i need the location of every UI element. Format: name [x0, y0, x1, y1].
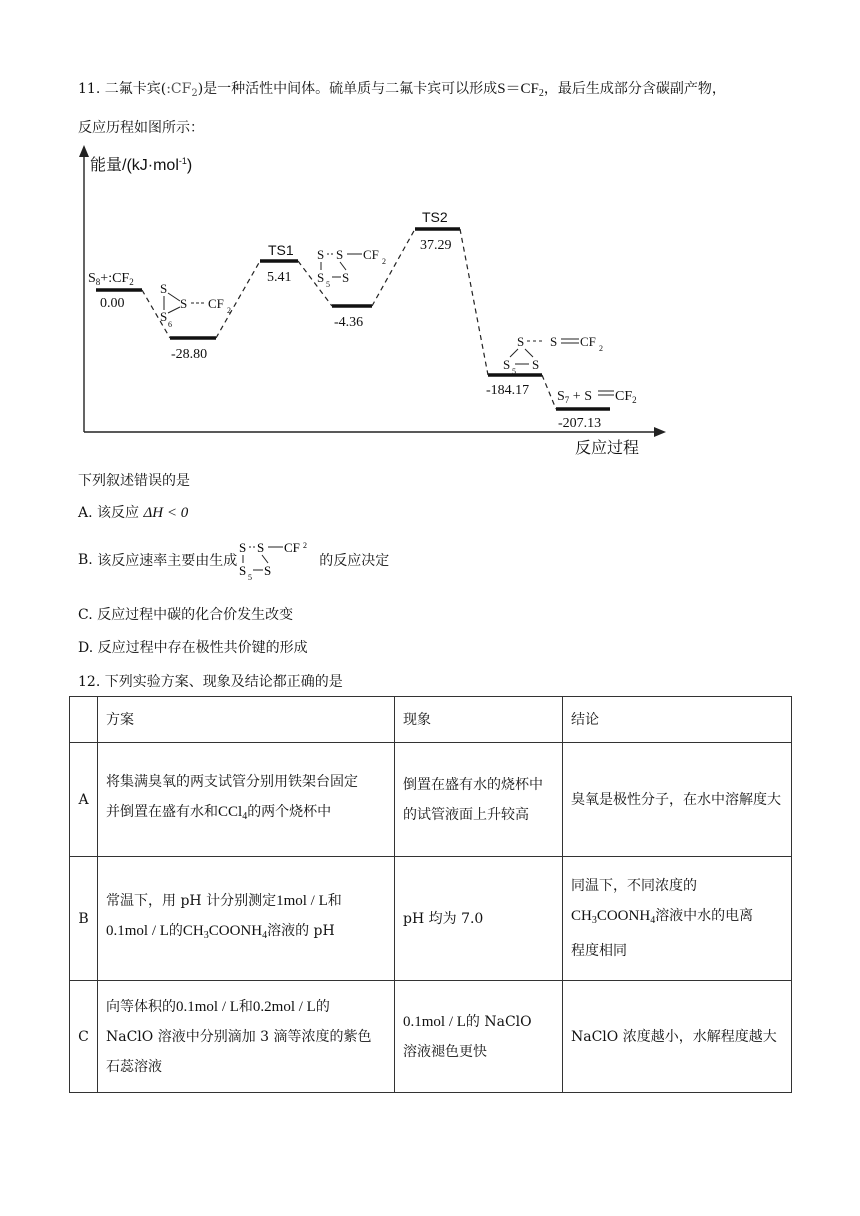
svg-text:S: S: [264, 563, 272, 578]
table-row: [70, 857, 792, 981]
svg-text:S7 + S: $S_7 + S$: [557, 389, 592, 405]
row-label: A: [70, 743, 98, 857]
ts1-label: TS1: [268, 242, 294, 258]
product-formula: $S=CF_2$: [497, 81, 544, 99]
reactants-structure: [88, 271, 134, 287]
svg-text:S: S: [317, 270, 325, 285]
row-label: B: [70, 857, 98, 981]
conclusion-cell: NaClO 浓度越小，水解程度越大: [563, 981, 792, 1093]
question-number: 11.: [78, 81, 101, 97]
svg-text:CF: CF: [208, 296, 224, 311]
svg-text:S: S: [336, 247, 344, 262]
row-label: C: [70, 981, 98, 1093]
value-ts1: 5.41: [267, 270, 292, 285]
option-d[interactable]: D. 反应过程中存在极性共价键的形成: [78, 640, 308, 656]
option-c[interactable]: C. 反应过程中碳的化合价发生改变: [78, 607, 294, 623]
question-11-stem: [78, 78, 798, 105]
scheme-cell: 常温下，用 pH 计分别测定1mol / L和 0.1mol / L的$CH_3COONH_4$溶液的 pH: [98, 857, 395, 981]
conclusion-cell: 臭氧是极性分子，在水中溶解度大: [563, 743, 792, 857]
svg-text:5: 5: [248, 573, 253, 582]
value-ts2: 37.29: [420, 238, 452, 253]
svg-text:5: 5: [326, 280, 330, 289]
x-axis-label: 反应过程: [575, 440, 640, 457]
header-scheme: 方案: [98, 697, 395, 743]
value-int2: -4.36: [334, 315, 364, 330]
ts2-label: TS2: [422, 209, 448, 225]
value-products: -207.13: [558, 416, 602, 431]
svg-text:S: S: [517, 334, 525, 349]
question-12-stem: 12. 下列实验方案、现象及结论都正确的是: [78, 674, 343, 690]
scheme-cell: 向等体积的0.1mol / L和0.2mol / L的 NaClO 溶液中分别滴加 3 滴等浓度的紫色 石蕊溶液: [98, 981, 395, 1093]
svg-text:S: S: [532, 357, 540, 372]
option-b-structure: [237, 538, 319, 582]
svg-text:2: 2: [382, 257, 386, 266]
svg-text:2: 2: [227, 306, 231, 315]
svg-text:5: 5: [512, 367, 516, 376]
header-phenomenon: 现象: [395, 697, 563, 743]
header-conclusion: 结论: [563, 697, 792, 743]
carbene-formula: $:CF_2$: [166, 81, 198, 99]
phenomenon-cell: pH 均为 7.0: [395, 857, 563, 981]
header-cell: [70, 697, 98, 743]
question-11-prompt: 下列叙述错误的是: [78, 473, 190, 489]
table-row: [70, 981, 792, 1093]
phenomenon-cell: 0.1mol / L的 NaClO 溶液褪色更快: [395, 981, 563, 1093]
svg-text:6: 6: [168, 320, 172, 329]
svg-text:CF2: $CF_2$: [615, 389, 637, 405]
int1-structure: [160, 281, 231, 329]
svg-text:CF: CF: [284, 540, 301, 555]
table-header-row: [70, 697, 792, 743]
svg-text:2: 2: [599, 344, 603, 353]
stem-text: ，最后生成部分含碳副产物，: [543, 81, 726, 97]
conclusion-cell: 同温下，不同浓度的 $CH_3COONH_4$溶液中水的电离 程度相同: [563, 857, 792, 981]
products-structure: [557, 389, 637, 405]
value-reactants: 0.00: [100, 296, 125, 311]
svg-text:CF: CF: [363, 247, 379, 262]
value-int3: -184.17: [486, 383, 530, 398]
svg-text:S: S: [503, 357, 511, 372]
stem-text: 二氟卡宾(: [104, 81, 167, 97]
int2-structure: [317, 247, 386, 289]
energy-profile-diagram: [70, 143, 670, 458]
value-int1: -28.80: [171, 347, 208, 362]
int3-structure: [503, 334, 603, 376]
y-axis-label: 能量/(kJ·mol$^{-1}$): [90, 156, 193, 174]
svg-text:CF: CF: [580, 334, 596, 349]
svg-text:S: S: [239, 563, 247, 578]
option-b[interactable]: B. 该反应速率主要由生成 S S CF 2 S 5 S 的反应决定: [78, 540, 390, 582]
svg-text:S: S: [180, 296, 188, 311]
phenomenon-cell: 倒置在盛有水的烧杯中的试管液面上升较高: [395, 743, 563, 857]
table-row: [70, 743, 792, 857]
svg-text:S: S: [160, 281, 168, 296]
question-11-stem-line2: 反应历程如图所示：: [78, 120, 204, 136]
scheme-cell: 将集满臭氧的两支试管分别用铁架台固定 并倒置在盛有水和CCl$_4$的两个烧杯中: [98, 743, 395, 857]
svg-text:S8+:CF2: $S_8+:CF_2$: [88, 271, 134, 287]
experiment-table: [69, 696, 792, 1093]
option-a[interactable]: A. 该反应 ΔH < 0: [78, 505, 189, 521]
svg-text:S: S: [342, 270, 350, 285]
svg-text:S: S: [550, 334, 558, 349]
svg-text:2: 2: [303, 541, 308, 550]
y-axis-arrow: [79, 145, 89, 157]
svg-text:S: S: [160, 309, 168, 324]
svg-text:S: S: [239, 540, 247, 555]
stem-text: )是一种活性中间体。硫单质与二氟卡宾可以形成: [197, 81, 498, 97]
svg-text:S: S: [317, 247, 325, 262]
x-axis-arrow: [654, 427, 666, 437]
svg-text:S: S: [257, 540, 265, 555]
